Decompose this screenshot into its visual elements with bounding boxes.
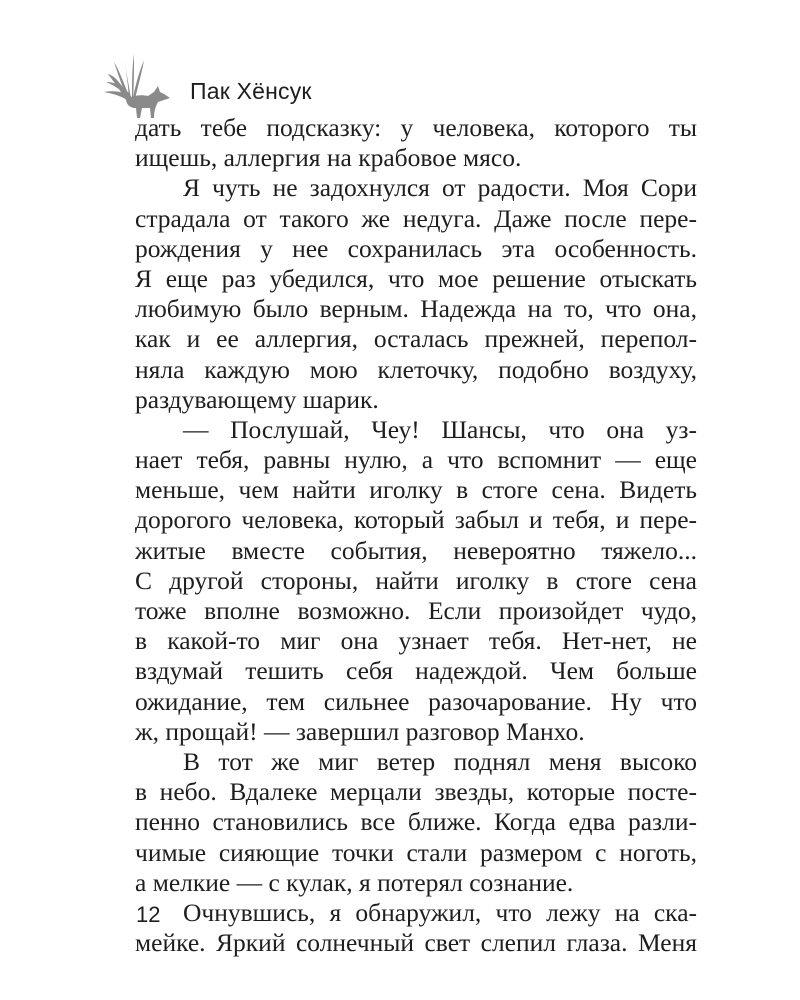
text-line: страдала от такого же недуга. Даже после пере-: [135, 203, 697, 233]
text-line: — Послушай, Чеу! Шансы, что она уз-: [183, 414, 697, 444]
text-line: житые вместе события, невероятно тяжело...: [135, 535, 697, 565]
text-line: ожидание, тем сильнее разочарование. Ну что: [135, 686, 697, 716]
text-line: в небо. Вдалеке мерцали звезды, которые посте-: [135, 777, 697, 807]
text-line: в какой-то миг она узнает тебя. Нет-нет, не: [135, 626, 697, 656]
text-line: ж, прощай! — завершил разговор Манхо.: [135, 716, 585, 746]
text-line: как и ее аллергия, осталась прежней, перепол-: [135, 324, 697, 354]
text-line: вздумай тешить себя надеждой. Чем больше: [135, 656, 697, 686]
text-line: няла каждую мою клеточку, подобно воздуху,: [135, 354, 697, 384]
text-line: ищешь, аллергия на крабовое мясо.: [135, 143, 522, 173]
text-line: мейке. Яркий солнечный свет слепил глаза. Меня: [135, 928, 697, 958]
text-line: нает тебя, равны нулю, а что вспомнит — еще: [135, 445, 697, 475]
text-line: С другой стороны, найти иголку в стоге сена: [135, 565, 697, 595]
text-line: Я еще раз убедился, что мое решение отыскать: [135, 263, 697, 293]
text-line: меньше, чем найти иголку в стоге сена. Видеть: [135, 475, 697, 505]
text-line: пенно становились все ближе. Когда едва разли-: [135, 807, 697, 837]
text-line: дорогого человека, который забыл и тебя, и пере-: [135, 505, 697, 535]
text-line: любимую было верным. Надежда на то, что она,: [135, 294, 697, 324]
text-line: раздувающему шарик.: [135, 384, 379, 414]
body-text: [135, 113, 697, 958]
page-number: 12: [136, 902, 161, 927]
text-line: рождения у нее сохранилась эта особенность.: [135, 233, 697, 263]
running-header: [100, 52, 700, 122]
text-line: Я чуть не задохнулся от радости. Моя Сори: [183, 173, 697, 203]
text-line: а мелкие — с кулак, я потерял сознание.: [135, 867, 574, 897]
text-line: дать тебе подсказку: у человека, которого ты: [135, 113, 697, 142]
author-name: Пак Хёнсук: [190, 78, 312, 104]
text-line: тоже вполне возможно. Если произойдет чудо,: [135, 596, 697, 625]
text-line: чимые сияющие точки стали размером с ноготь,: [135, 837, 697, 867]
text-line: В тот же миг ветер поднял меня высоко: [183, 746, 697, 776]
fox-icon: [100, 52, 172, 120]
text-line: Очнувшись, я обнаружил, что лежу на ска-: [183, 897, 697, 927]
